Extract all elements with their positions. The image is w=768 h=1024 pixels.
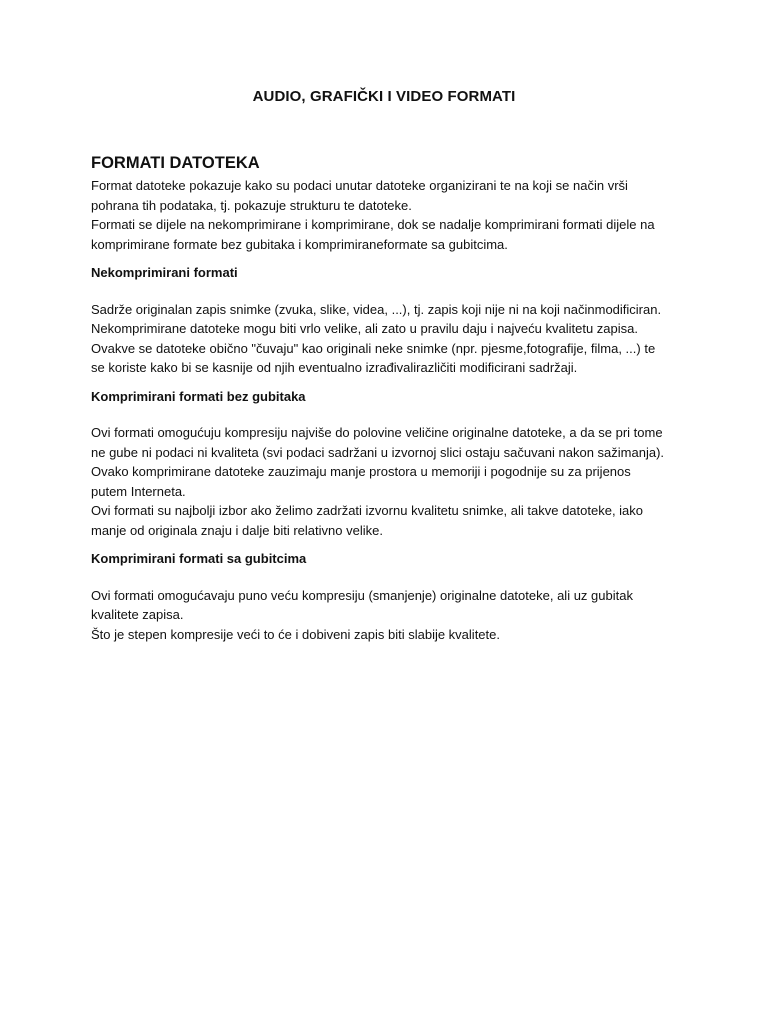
paragraph-line: putem Interneta. [91,483,186,499]
paragraph-line: manje od originala znaju i dalje biti relativno velike. [91,522,383,538]
document-body [91,152,681,644]
paragraph-line: kvalitete zapisa. [91,607,184,622]
section-paragraph-lossless [91,423,681,540]
intro-line: pohrana tih podataka, tj. pokazuje strukturu te datoteke. [91,197,412,213]
section-paragraph-uncompressed [91,300,681,378]
paragraph-line: Ovi formati omogućavaju puno veću kompresiju (smanjenje) originalne datoteke, ali uz gubitak [91,587,633,603]
section-heading-uncompressed: Nekomprimirani formati [91,265,238,280]
paragraph-line: Ovakve se datoteke obično "čuvaju" kao originali neke snimke (npr. pjesme,fotografije, filma, ...) te [91,340,656,356]
paragraph-line: ne gube ni podaci ni kvaliteta (svi podaci sadržani u izvornoj slici ostaju sačuvani nakon sažimanja). [91,444,665,460]
paragraph-line: Nekomprimirane datoteke mogu biti vrlo velike, ali zato u pravilu daju i najveću kvalitetu zapisa. [91,321,638,336]
main-heading: FORMATI DATOTEKA [91,154,260,172]
paragraph-line: Sadrže originalan zapis snimke (zvuka, slike, videa, ...), tj. zapis koji nije ni na koji načinmodificiran. [91,301,662,317]
section-heading-lossless: Komprimirani formati bez gubitaka [91,388,306,404]
intro-line: Formati se dijele na nekomprimirane i komprimirane, dok se nadalje komprimirani formati dijele na [91,217,655,232]
intro-line: komprimirane formate bez gubitaka i komprimiraneformate sa gubitcima. [91,236,508,252]
paragraph-line: Ovi formati omogućuju kompresiju najviše do polovine veličine originalne datoteke, a da se pri tome [91,425,663,440]
section-heading-lossy: Komprimirani formati sa gubitcima [91,551,307,566]
intro-paragraph [91,176,681,254]
paragraph-line: Ovi formati su najbolji izbor ako želimo zadržati izvornu kvalitetu snimke, ali takve datoteke, iako [91,503,644,518]
document-title: AUDIO, GRAFIČKI I VIDEO FORMATI [252,88,516,105]
intro-line: Format datoteke pokazuje kako su podaci unutar datoteke organizirani te na koji se način vrši [91,178,628,193]
paragraph-line: se koriste kako bi se kasnije od njih eventualno izrađivalirazličiti modificirani sadržaji. [91,360,578,375]
section-paragraph-lossy [91,586,681,645]
paragraph-line: Ovako komprimirane datoteke zauzimaju manje prostora u memoriji i pogodnije su za prijenos [91,464,631,479]
paragraph-line: Što je stepen kompresije veći to će i dobiveni zapis biti slabije kvalitete. [91,626,500,642]
